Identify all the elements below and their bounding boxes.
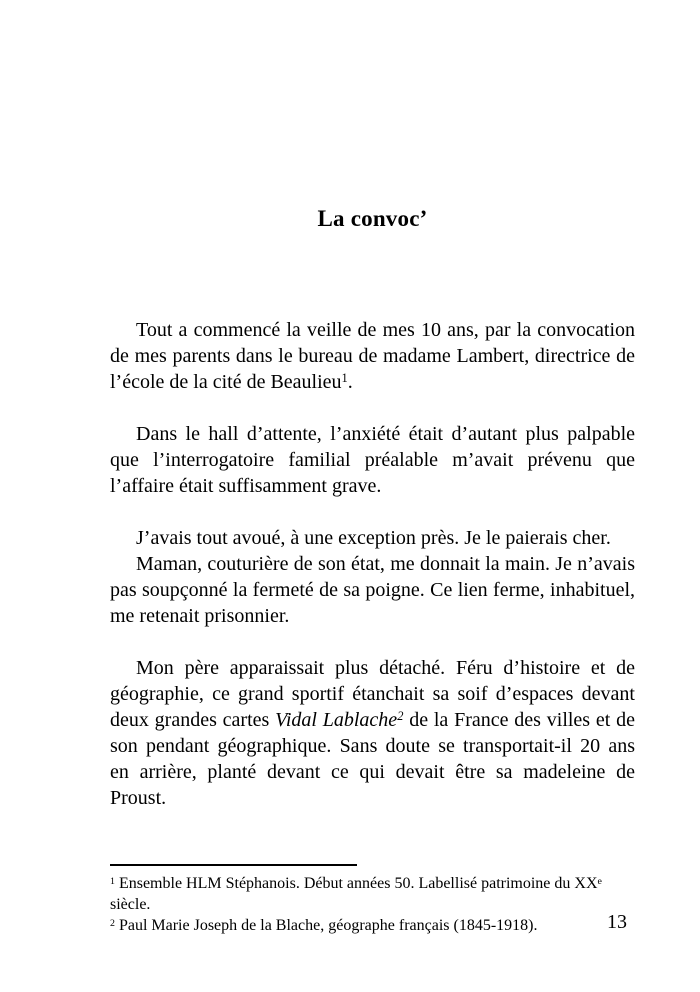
- text-run: géographie, ce grand sportif étanchait sa soif d’espaces devant: [110, 683, 635, 705]
- text-line: [110, 447, 635, 473]
- footnote-separator-rule: [110, 864, 357, 866]
- text-run: son pendant géographique. Sans doute se transportait-il 20 ans: [110, 735, 635, 757]
- text-run: Ensemble HLM Stéphanois. Début années 50. Labellisé patrimoine du XX: [114, 875, 598, 892]
- superscript-marker: 1: [110, 875, 115, 887]
- text-line: [110, 421, 635, 447]
- text-run: siècle.: [110, 896, 151, 913]
- text-run: de la France des villes et de: [403, 709, 635, 731]
- text-line: [110, 655, 635, 681]
- text-run: en arrière, planté devant ce qui devait être sa madeleine de: [110, 761, 635, 783]
- text-line: [110, 707, 635, 733]
- text-line: [110, 681, 635, 707]
- paragraph: [110, 317, 635, 395]
- text-run: que l’interrogatoire familial préalable m’avait prévenu que: [110, 449, 635, 471]
- superscript-marker: e: [597, 875, 602, 887]
- text-run: Vidal Lablache: [275, 709, 398, 731]
- text-line: [110, 551, 635, 577]
- text-line: [110, 343, 635, 369]
- superscript-marker: 1: [341, 371, 348, 386]
- body-text: [110, 317, 635, 811]
- text-run: Mon père apparaissait plus détaché. Féru d’histoire et de: [136, 657, 635, 679]
- chapter-title: La convoc’: [317, 206, 428, 231]
- text-run: Paul Marie Joseph de la Blache, géographe français (1845-1918).: [114, 917, 538, 934]
- text-line: [110, 577, 635, 603]
- paragraph: [110, 655, 635, 811]
- text-line: [110, 733, 635, 759]
- text-line: [110, 525, 635, 551]
- paragraph: [110, 525, 635, 551]
- paragraph: [110, 421, 635, 499]
- text-run: l’école de la cité de Beaulieu: [110, 371, 342, 393]
- footnote: [110, 873, 642, 915]
- text-run: J’avais tout avoué, à une exception près. Je le paierais cher.: [136, 527, 611, 549]
- paragraph: [110, 551, 635, 629]
- superscript-marker: 2: [397, 709, 404, 724]
- text-line: [110, 785, 635, 811]
- text-line: [110, 317, 635, 343]
- text-run: .: [347, 371, 353, 393]
- page-number: 13: [607, 911, 627, 933]
- text-run: de mes parents dans le bureau de madame Lambert, directrice de: [110, 345, 635, 367]
- text-line: [110, 759, 635, 785]
- text-run: deux grandes cartes: [110, 709, 276, 731]
- superscript-marker: 2: [110, 917, 115, 929]
- text-run: Proust.: [110, 787, 167, 809]
- text-run: Tout a commencé la veille de mes 10 ans, par la convocation: [136, 319, 635, 341]
- text-run: me retenait prisonnier.: [110, 605, 290, 627]
- text-run: l’affaire était suffisamment grave.: [110, 475, 382, 497]
- text-run: Maman, couturière de son état, me donnait la main. Je n’avais: [136, 553, 635, 575]
- text-line: [110, 369, 635, 395]
- text-run: pas soupçonné la fermeté de sa poigne. Ce lien ferme, inhabituel,: [110, 579, 635, 601]
- text-line: [110, 473, 635, 499]
- text-run: Dans le hall d’attente, l’anxiété était d’autant plus palpable: [136, 423, 635, 445]
- text-line: [110, 603, 635, 629]
